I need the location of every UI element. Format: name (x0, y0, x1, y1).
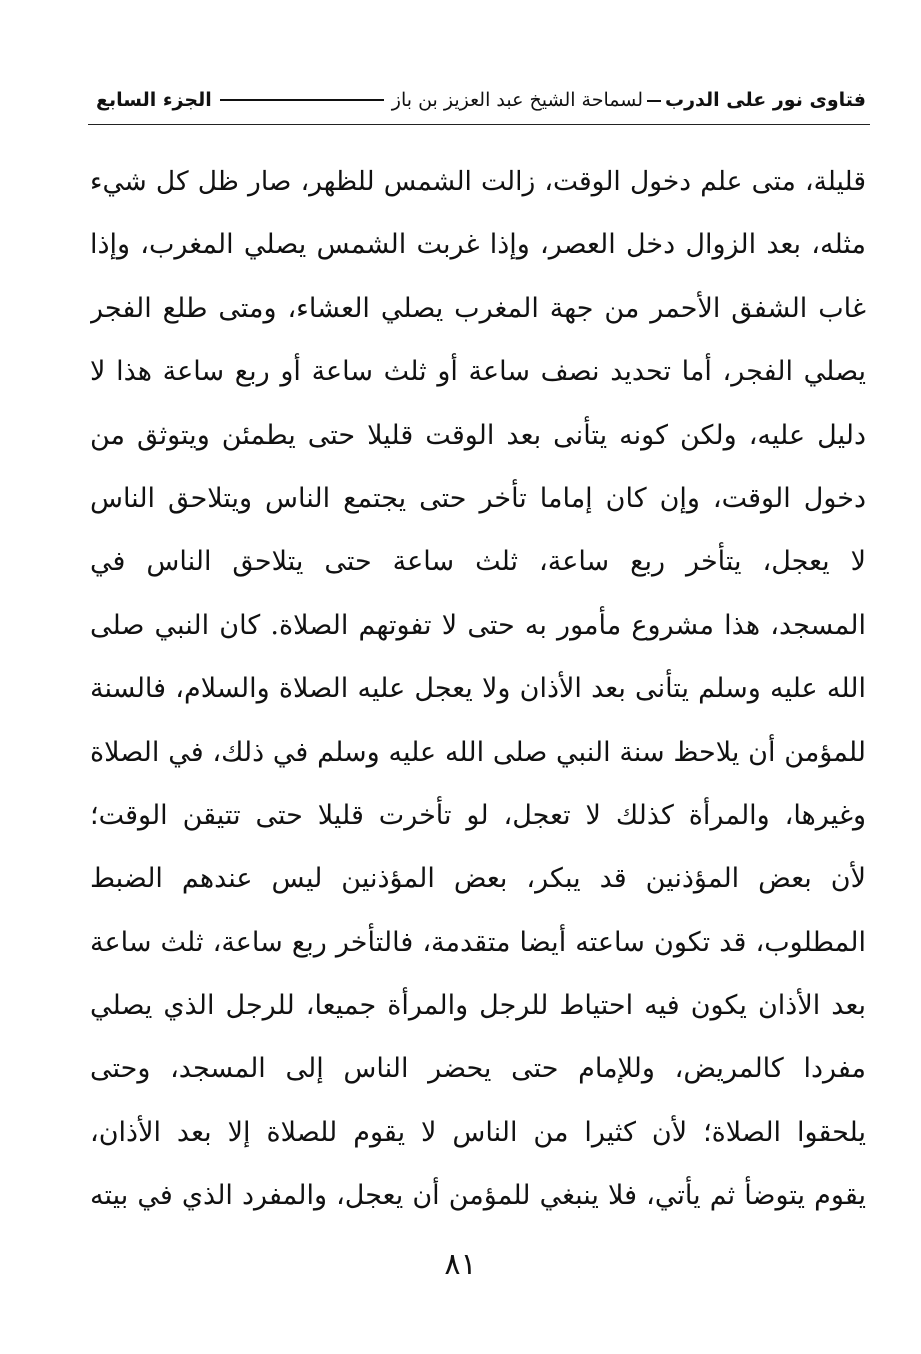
text-line: يلحقوا الصلاة؛ لأن كثيرا من الناس لا يقوم للصلاة إلا بعد الأذان، (90, 1116, 866, 1148)
header-divider (88, 124, 870, 125)
text-line: غاب الشفق الأحمر من جهة المغرب يصلي العشاء، ومتى طلع الفجر (90, 292, 866, 324)
text-line: قليلة، متى علم دخول الوقت، زالت الشمس للظهر، صار ظل كل شيء (90, 166, 866, 197)
text-line: مثله، بعد الزوال دخل العصر، وإذا غربت الشمس يصلي المغرب، وإذا (90, 229, 866, 261)
text-line: المطلوب، قد تكون ساعته أيضا متقدمة، فالتأخر ربع ساعة، ثلث ساعة (90, 926, 866, 958)
header-rule (220, 99, 384, 101)
text-line: دليل عليه، ولكن كونه يتأنى بعد الوقت قليلا حتى يطمئن ويتوثق من (90, 419, 866, 451)
text-line: لأن بعض المؤذنين قد يبكر، بعض المؤذنين ليس عندهم الضبط (90, 863, 866, 895)
text-line: وغيرها، والمرأة كذلك لا تعجل، لو تأخرت قليلا حتى تتيقن الوقت؛ (90, 799, 866, 831)
text-line: يقوم يتوضأ ثم يأتي، فلا ينبغي للمؤمن أن يعجل، والمفرد الذي في بيته (90, 1180, 866, 1212)
text-line: مفردا كالمريض، وللإمام حتى يحضر الناس إلى المسجد، وحتى (90, 1053, 866, 1085)
text-line: يصلي الفجر، أما تحديد نصف ساعة أو ثلث ساعة أو ربع ساعة هذا لا (90, 356, 866, 388)
header-book-title: فتاوى نور على الدرب (665, 89, 866, 111)
running-header (96, 82, 866, 118)
text-line: الله عليه وسلم يتأنى بعد الأذان ولا يعجل عليه الصلاة والسلام، فالسنة (90, 673, 866, 705)
text-line: دخول الوقت، وإن كان إماما تأخر حتى يجتمع الناس ويتلاحق الناس (90, 482, 866, 514)
text-line: للمؤمن أن يلاحظ سنة النبي صلى الله عليه وسلم في ذلك، في الصلاة (90, 736, 866, 768)
text-line: بعد الأذان يكون فيه احتياط للرجل والمرأة جميعا، للرجل الذي يصلي (90, 990, 866, 1022)
header-book-info (392, 82, 866, 118)
page-number: ٨١ (444, 1247, 477, 1282)
header-dash (647, 100, 661, 102)
text-line: لا يعجل، يتأخر ربع ساعة، ثلث ساعة حتى يتلاحق الناس في (90, 546, 866, 578)
text-line: المسجد، هذا مشروع مأمور به حتى لا تفوتهم الصلاة. كان النبي صلى (90, 609, 866, 641)
header-author: لسماحة الشيخ عبد العزيز بن باز (391, 89, 643, 111)
body-text (90, 150, 866, 1228)
header-volume: الجزء السابع (96, 89, 212, 111)
